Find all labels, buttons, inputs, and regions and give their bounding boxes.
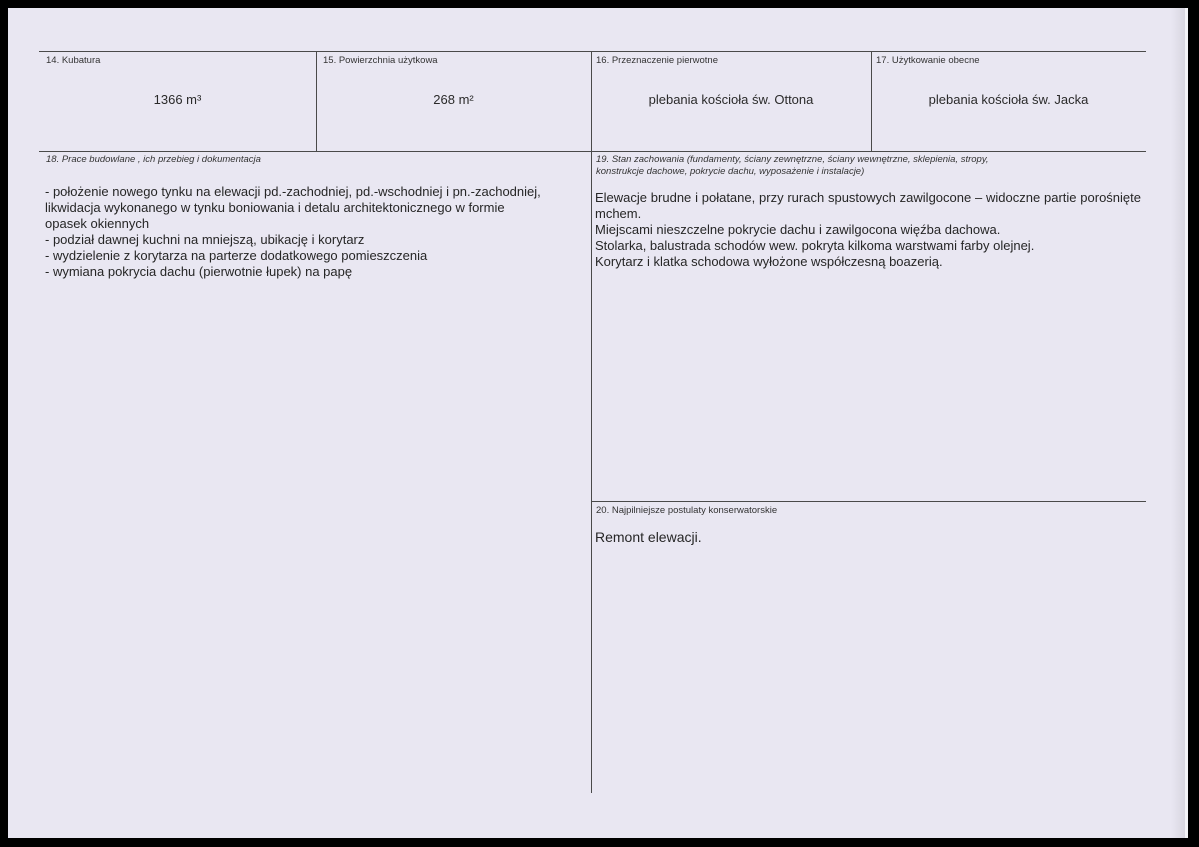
field-16-label: 16. Przeznaczenie pierwotne xyxy=(596,55,718,66)
field-18-line: - wydzielenie z korytarza na parterze dodatkowego pomieszczenia xyxy=(45,248,428,263)
field-18-line: - wymiana pokrycia dachu (pierwotnie łupek) na papę xyxy=(45,264,353,279)
field-15-value: 268 m² xyxy=(433,92,474,107)
field-18-line: likwidacja wykonanego w tynku boniowania i detalu architektonicznego w formie xyxy=(45,200,505,215)
field-18-line: opasek okiennych xyxy=(45,216,150,231)
field-19-text xyxy=(595,190,1141,270)
field-19-line: Stolarka, balustrada schodów wew. pokryta kilkoma warstwami farby olejnej. xyxy=(595,238,1035,253)
field-17-label: 17. Użytkowanie obecne xyxy=(876,55,980,66)
section-20-divider xyxy=(591,501,1146,502)
field-18-text xyxy=(45,184,585,280)
field-19-line: Miejscami nieszczelne pokrycie dachu i zawilgocona więźba dachowa. xyxy=(595,222,1001,237)
card-edge xyxy=(1171,8,1185,838)
field-14-value: 1366 m³ xyxy=(153,92,202,107)
field-18-line: - podział dawnej kuchni na mniejszą, ubikację i korytarz xyxy=(45,232,365,247)
field-19-label-line1: 19. Stan zachowania (fundamenty, ściany zewnętrzne, ściany wewnętrzne, sklepienia, stropy, xyxy=(596,154,989,165)
field-19-line: Elewacje brudne i połatane, przy rurach spustowych zawilgocone – widoczne partie porośnięte mchem. xyxy=(595,190,1141,221)
field-14-label: 14. Kubatura xyxy=(46,55,101,66)
row-divider xyxy=(39,151,1146,152)
field-20-value: Remont elewacji. xyxy=(595,529,702,545)
field-20-label: 20. Najpilniejsze postulaty konserwatorskie xyxy=(596,505,778,516)
col-divider-2 xyxy=(591,51,592,793)
field-18-line: - położenie nowego tynku na elewacji pd.-zachodniej, pd.-wschodniej i pn.-zachodniej, xyxy=(45,184,541,199)
field-19-label-line2: konstrukcje dachowe, pokrycie dachu, wyposażenie i instalacje) xyxy=(596,166,865,177)
field-19-line: Korytarz i klatka schodowa wyłożone współczesną boazerią. xyxy=(595,254,943,269)
record-card xyxy=(8,8,1188,838)
top-rule xyxy=(39,51,1146,52)
field-15-label: 15. Powierzchnia użytkowa xyxy=(323,55,438,66)
field-17-value: plebania kościoła św. Jacka xyxy=(928,92,1089,107)
field-18-label: 18. Prace budowlane , ich przebieg i dokumentacja xyxy=(46,154,261,165)
field-16-value: plebania kościoła św. Ottona xyxy=(648,92,814,107)
